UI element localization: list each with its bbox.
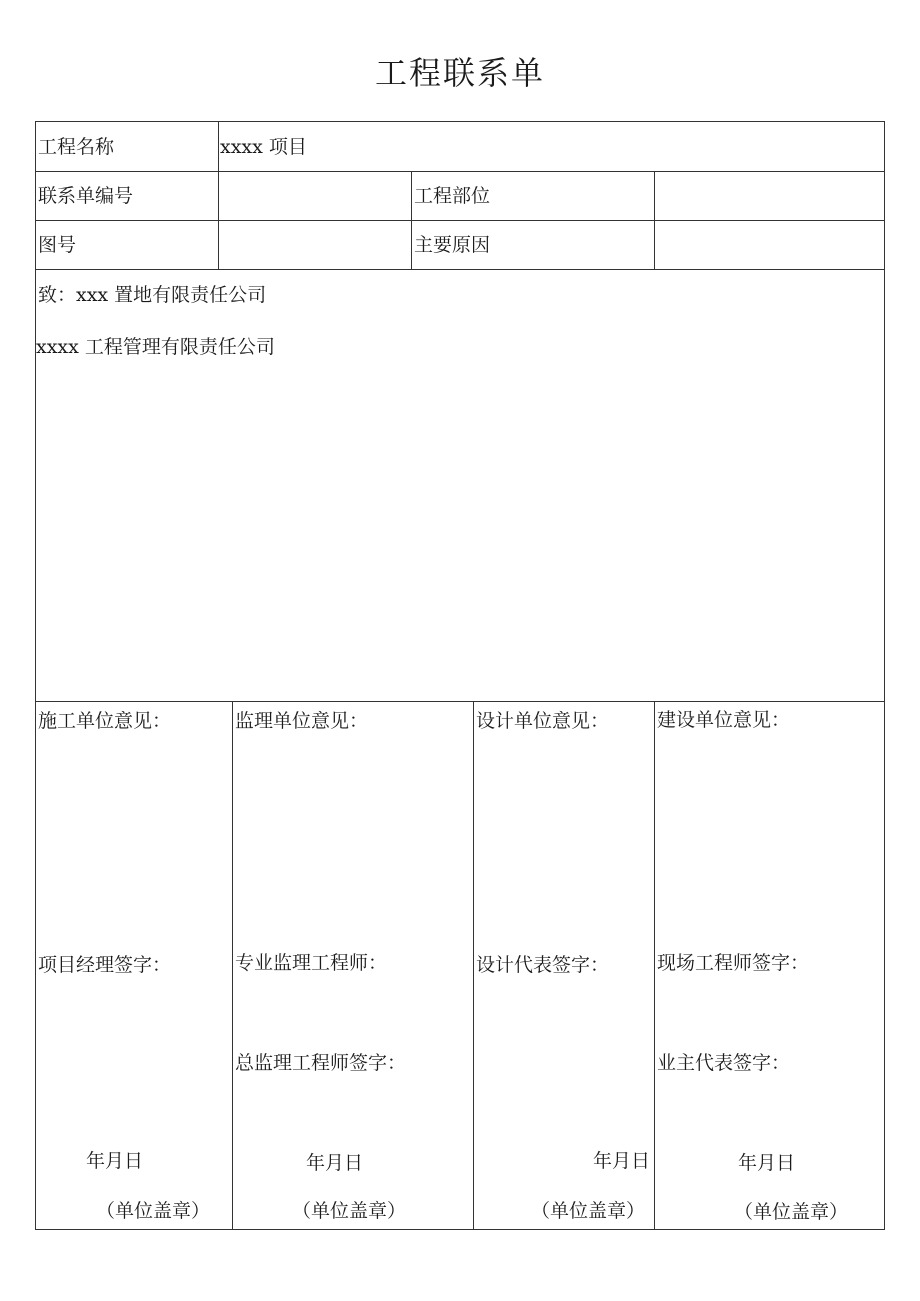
header-divider-2	[411, 171, 412, 269]
supervisor-opinion-heading: 监理单位意见：	[235, 710, 369, 732]
contractor-seal: （单位盖章）	[96, 1200, 211, 1222]
designer-sign-label: 设计代表签字：	[476, 954, 610, 976]
addressee-line: 致：xxx 置地有限责任公司	[38, 284, 267, 306]
designer-opinion-heading: 设计单位意见：	[476, 710, 610, 732]
designer-seal: （单位盖章）	[531, 1200, 646, 1222]
location-label: 工程部位	[414, 185, 491, 207]
owner-seal: （单位盖章）	[734, 1201, 849, 1223]
opinion-divider-1	[232, 701, 233, 1229]
reason-label: 主要原因	[414, 234, 491, 256]
designer-date: 年月日	[593, 1150, 651, 1172]
contractor-date: 年月日	[86, 1150, 144, 1172]
project-name-label: 工程名称	[38, 136, 115, 158]
table-border-top	[35, 121, 885, 122]
opinion-divider-3	[654, 701, 655, 1229]
supervisor-sign-label: 专业监理工程师：	[235, 952, 388, 974]
table-rule-row1	[35, 171, 885, 172]
owner-date: 年月日	[738, 1152, 796, 1174]
owner-rep-sign-label: 业主代表签字：	[657, 1052, 791, 1074]
header-divider-3	[654, 171, 655, 269]
table-border-left	[35, 121, 36, 1230]
project-name-value: xxxx 项目	[220, 136, 307, 158]
table-border-bottom	[35, 1229, 885, 1230]
table-border-right	[884, 121, 885, 1230]
opinion-divider-2	[473, 701, 474, 1229]
owner-opinion-heading: 建设单位意见：	[657, 709, 791, 731]
cc-line: xxxx 工程管理有限责任公司	[36, 336, 275, 358]
supervisor-seal: （单位盖章）	[292, 1200, 407, 1222]
table-rule-row2	[35, 220, 885, 221]
page-title: 工程联系单	[374, 54, 545, 92]
contractor-sign-label: 项目经理签字：	[38, 954, 172, 976]
supervisor-date: 年月日	[306, 1152, 364, 1174]
contractor-opinion-heading: 施工单位意见：	[38, 710, 172, 732]
table-rule-body	[35, 701, 885, 702]
table-rule-row3	[35, 269, 885, 270]
drawing-no-label: 图号	[38, 234, 77, 256]
contact-no-label: 联系单编号	[38, 185, 134, 207]
site-engineer-sign-label: 现场工程师签字：	[657, 952, 810, 974]
header-divider-1	[218, 121, 219, 269]
chief-supervisor-sign-label: 总监理工程师签字：	[235, 1052, 407, 1074]
